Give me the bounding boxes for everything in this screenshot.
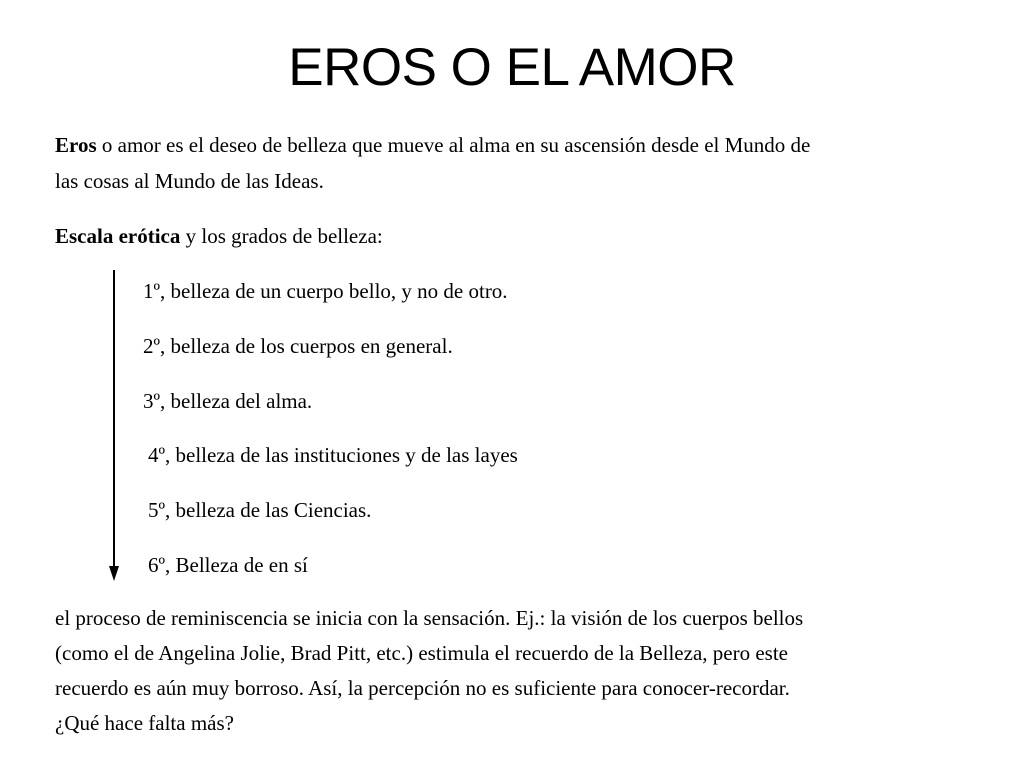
closing-paragraph [55,601,803,741]
closing-line-3: recuerdo es aún muy borroso. Así, la percepción no es suficiente para conocer-recordar. [55,676,790,700]
definition-line-2: las cosas al Mundo de las Ideas. [55,169,324,193]
grade-item-3: 3º, belleza del alma. [143,389,313,413]
grade-item-5: 5º, belleza de las Ciencias. [148,498,372,522]
scale-heading [55,218,383,254]
definition-line-1-text: o amor es el deseo de belleza que mueve al alma en su ascensión desde el Mundo de [96,133,811,157]
slide-title: EROS O EL AMOR [288,38,736,97]
closing-line-4: ¿Qué hace falta más? [55,711,234,735]
closing-line-1: el proceso de reminiscencia se inicia con la sensación. Ej.: la visión de los cuerpos bellos [55,606,804,630]
scale-term: Escala erótica [55,224,181,248]
grade-item-4: 4º, belleza de las instituciones y de las layes [148,443,518,467]
definition-term: Eros [55,133,97,157]
definition-line-1 [55,127,810,163]
descending-arrow-icon [104,270,124,582]
grade-item-2: 2º, belleza de los cuerpos en general. [143,334,453,358]
scale-heading-text: y los grados de belleza: [180,224,383,248]
grade-item-1: 1º, belleza de un cuerpo bello, y no de otro. [143,279,508,303]
closing-line-2: (como el de Angelina Jolie, Brad Pitt, etc.) estimula el recuerdo de la Belleza, pero este [55,641,788,665]
definition-paragraph [55,127,810,199]
grade-item-6: 6º, Belleza de en sí [148,553,308,577]
